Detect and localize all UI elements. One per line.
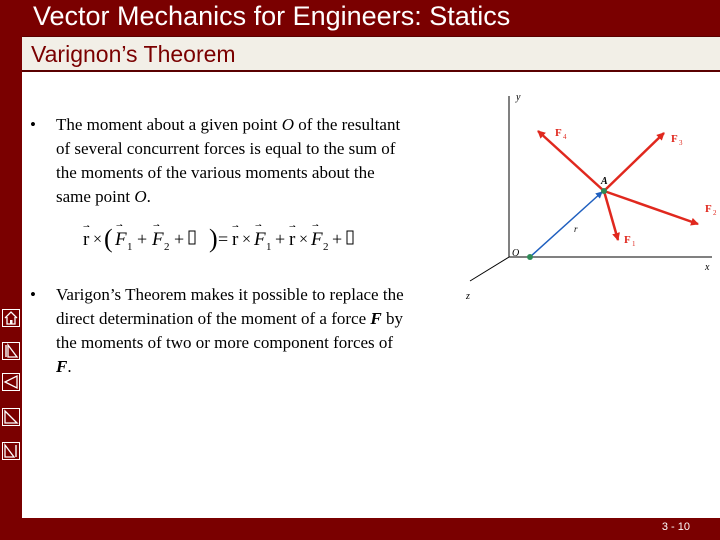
eq-f2-sub: 2 — [164, 241, 170, 253]
f3-sub: 3 — [679, 139, 683, 147]
first-slide-button[interactable] — [2, 342, 20, 360]
eq-f1-arrow-2: ⇀ — [255, 221, 262, 230]
bullet-symbol: • — [30, 115, 36, 134]
bullet-text: Varigon’s Theorem makes it possible to replace the direct determination of the moment of a force F by the moments of two or more component forces of F. — [56, 285, 404, 376]
eq-r: r — [83, 229, 90, 250]
f2-label: F — [705, 203, 712, 215]
eq-open-paren: ( — [104, 224, 113, 253]
eq-f1-sub-2: 1 — [266, 241, 272, 253]
eq-plus-3: + — [275, 229, 286, 249]
bullet-item — [30, 283, 410, 379]
home-button[interactable] — [2, 309, 20, 327]
eq-f2-2: F — [311, 229, 323, 250]
bullet-text: The moment about a given point O of the resultant of several concurrent forces is equal to the sum of the moments of the various moments about the same point O. — [56, 115, 401, 206]
eq-f2-arrow: ⇀ — [153, 221, 160, 230]
eq-placeholder-box-2 — [347, 231, 353, 244]
f4-sub: 4 — [563, 133, 567, 141]
force-f1 — [604, 191, 618, 240]
eq-r-arrow-2: ⇀ — [232, 222, 239, 231]
f1-label: F — [624, 234, 631, 246]
eq-f1: F — [115, 229, 127, 250]
origin-label: O — [512, 248, 520, 259]
eq-r-arrow-3: ⇀ — [289, 222, 296, 231]
position-vector-r — [530, 192, 602, 257]
bullet-item — [30, 113, 410, 209]
eq-close-paren: ) — [209, 224, 218, 253]
force-f4 — [538, 131, 604, 191]
origin-point — [527, 254, 533, 260]
course-title: Vector Mechanics for Engineers: Statics — [33, 1, 511, 31]
slide-title: Varignon’s Theorem — [31, 41, 236, 67]
eq-plus-4: + — [332, 229, 343, 249]
bullet-symbol: • — [30, 285, 36, 304]
eq-plus-1: + — [137, 229, 148, 249]
eq-f2-sub-2: 2 — [323, 241, 329, 253]
f4-label: F — [555, 127, 562, 139]
eq-cross: × — [93, 231, 103, 248]
previous-slide-button[interactable] — [2, 373, 20, 391]
force-diagram — [442, 88, 720, 308]
slide-content — [22, 72, 720, 518]
eq-equals: = — [218, 229, 229, 249]
eq-cross-2: × — [242, 231, 252, 248]
f3-label: F — [671, 133, 678, 145]
z-axis — [470, 257, 509, 281]
eq-cross-3: × — [299, 231, 309, 248]
last-slide-icon — [3, 443, 19, 459]
slide-title-bar — [22, 36, 720, 72]
previous-slide-icon — [3, 374, 19, 390]
eq-f2-arrow-2: ⇀ — [312, 221, 319, 230]
header-bar — [0, 0, 720, 36]
page-number: 3 - 10 — [661, 521, 690, 533]
first-slide-icon — [3, 343, 19, 359]
x-axis-label: x — [705, 262, 710, 273]
eq-placeholder-box — [189, 231, 195, 244]
eq-r-3: r — [289, 229, 296, 250]
eq-r-arrow: ⇀ — [83, 222, 90, 231]
navigation-sidebar — [0, 36, 22, 540]
force-f3 — [604, 133, 664, 191]
eq-f2: F — [152, 229, 164, 250]
eq-f1-arrow: ⇀ — [116, 221, 123, 230]
eq-f1-2: F — [254, 229, 266, 250]
footer-bar — [22, 518, 720, 540]
next-slide-icon — [3, 409, 19, 425]
last-slide-button[interactable] — [2, 442, 20, 460]
home-icon — [3, 310, 19, 326]
y-axis-label: y — [516, 92, 521, 103]
r-label: r — [574, 224, 578, 234]
f1-sub: 1 — [632, 240, 636, 248]
varignon-equation — [79, 220, 379, 256]
eq-r-2: r — [232, 229, 239, 250]
force-f2 — [604, 191, 698, 224]
z-axis-label: z — [466, 291, 470, 302]
point-a — [601, 188, 607, 194]
eq-plus-2: + — [174, 229, 185, 249]
point-a-label: A — [601, 176, 608, 187]
next-slide-button[interactable] — [2, 408, 20, 426]
f2-sub: 2 — [713, 209, 717, 217]
eq-f1-sub: 1 — [127, 241, 133, 253]
